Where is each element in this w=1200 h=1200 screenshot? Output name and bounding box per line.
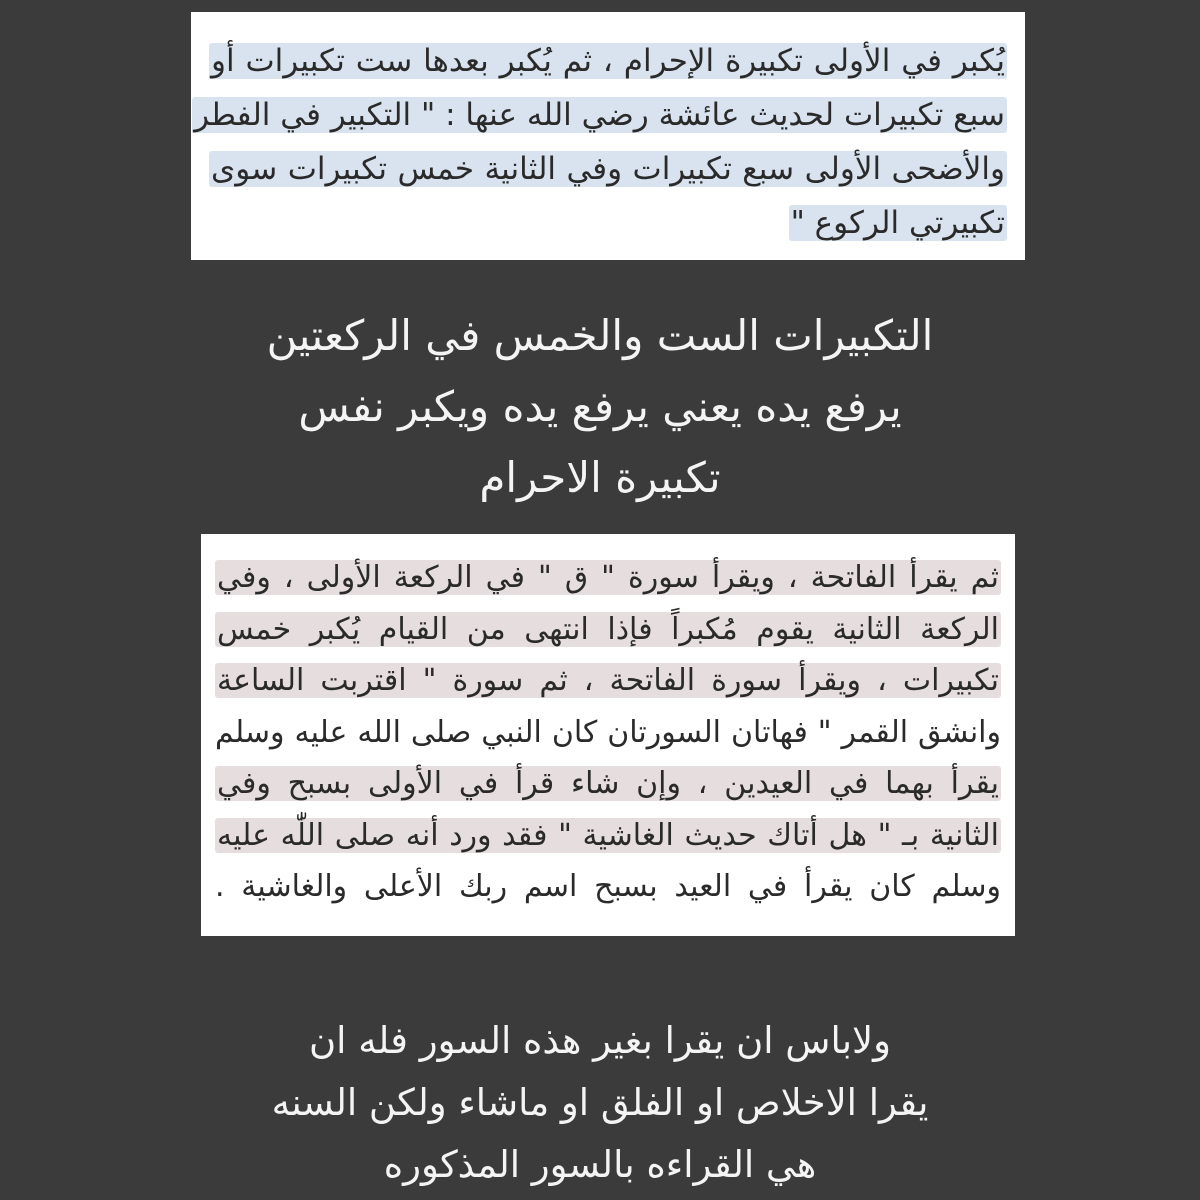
- highlighted-text: سبع تكبيرات لحديث عائشة رضي الله عنها : " التكبير في الفطر: [194, 97, 1005, 133]
- excerpt-line: [209, 34, 1007, 88]
- highlighted-text: تكبيرتي الركوع ": [790, 205, 1005, 241]
- highlighted-text: يُكبر في الأولى تكبيرة الإحرام ، ثم يُكبر بعدها ست تكبيرات أو: [211, 43, 1005, 79]
- excerpt-line: [215, 861, 1001, 913]
- excerpt-line: [209, 142, 1007, 196]
- excerpt-line: [194, 88, 1007, 142]
- caption-line: ولاباس ان يقرا بغير هذه السور فله ان: [308, 1019, 891, 1062]
- middle-caption: [0, 300, 1200, 513]
- excerpt-text: وسلم كان يقرأ في العيد بسبح اسم ربك الأعلى والغاشية .: [215, 869, 1001, 904]
- caption-line: التكبيرات الست والخمس في الركعتين: [266, 311, 934, 360]
- caption-line: يقرا الاخلاص او الفلق او ماشاء ولكن السنه: [271, 1081, 929, 1124]
- highlighted-text: الثانية بـ " هل أتاك حديث الغاشية " فقد ورد أنه صلى اللّٰه عليه: [217, 817, 999, 853]
- highlighted-text: والأضحى الأولى سبع تكبيرات وفي الثانية خمس تكبيرات سوى: [211, 151, 1005, 187]
- caption-line: يرفع يده يعني يرفع يده ويكبر نفس: [298, 382, 902, 431]
- excerpt-line: [215, 604, 1001, 656]
- excerpt-line: [215, 552, 1001, 604]
- bottom-caption: [0, 1010, 1200, 1196]
- caption-line: هي القراءه بالسور المذكوره: [383, 1143, 817, 1186]
- excerpt-line: [209, 196, 1007, 250]
- excerpt-line: [215, 758, 1001, 810]
- excerpt-line: [215, 707, 1001, 759]
- excerpt-text: وانشق القمر " فهاتان السورتان كان النبي صلى الله عليه وسلم: [215, 714, 1001, 750]
- caption-line: تكبيرة الاحرام: [479, 453, 721, 502]
- highlighted-text: الركعة الثانية يقوم مُكبراً فإذا انتهى من القيام يُكبر خمس: [217, 611, 999, 647]
- top-excerpt-card: [191, 12, 1025, 260]
- highlighted-text: يقرأ بهما في العيدين ، وإن شاء قرأ في الأولى بسبح وفي: [217, 766, 999, 801]
- excerpt-line: [215, 810, 1001, 862]
- bottom-excerpt-card: [201, 534, 1015, 936]
- excerpt-line: [215, 655, 1001, 707]
- highlighted-text: تكبيرات ، ويقرأ سورة الفاتحة ، ثم سورة " اقتربت الساعة: [217, 663, 999, 698]
- highlighted-text: ثم يقرأ الفاتحة ، ويقرأ سورة " ق " في الركعة الأولى ، وفي: [217, 560, 999, 595]
